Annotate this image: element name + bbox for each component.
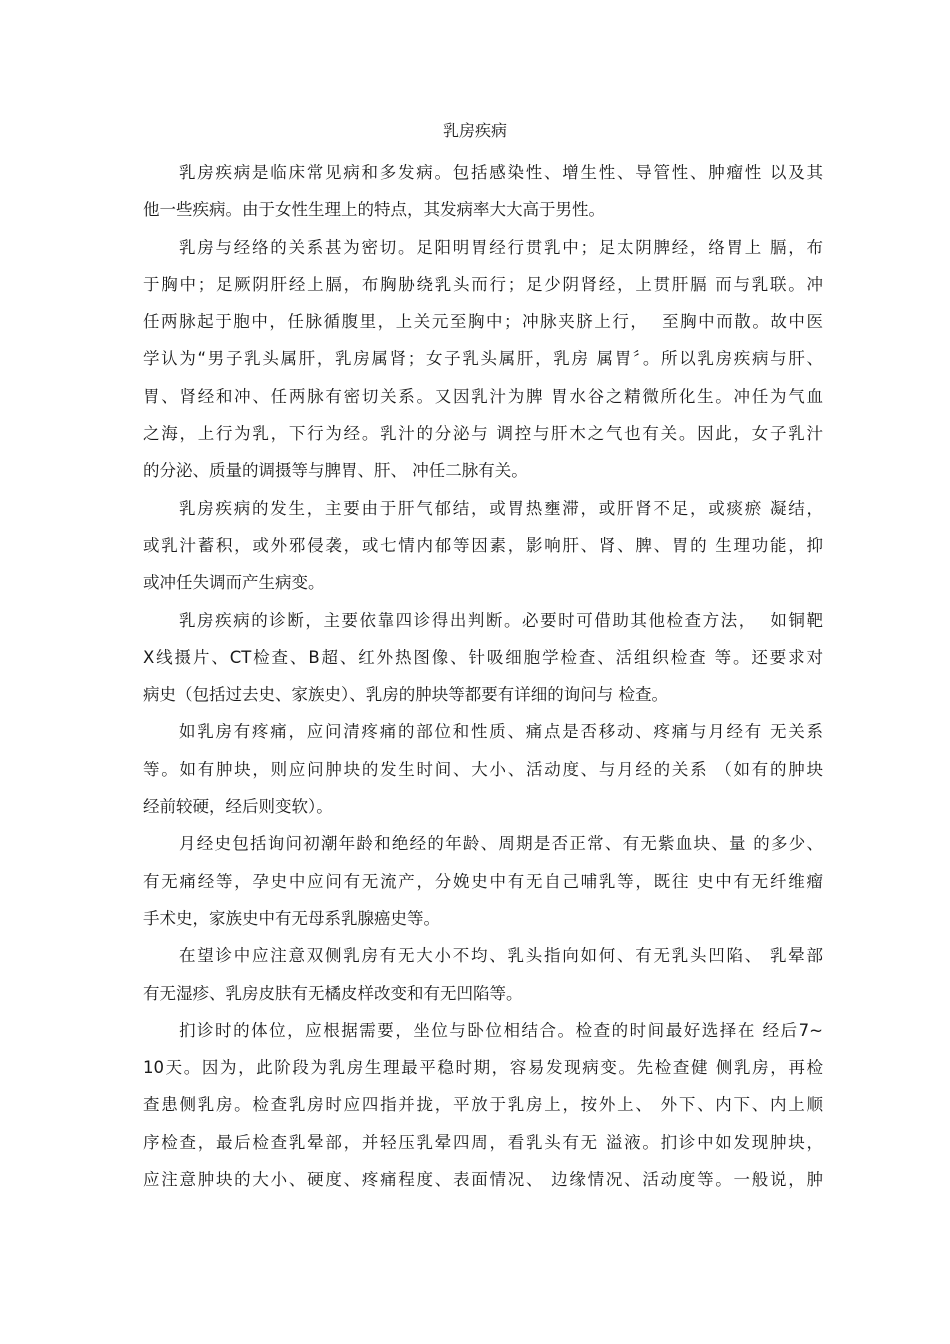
paragraph-line: 有无痛经等，孕史中应问有无流产，分娩史中有无自己哺乳等，既往 史中有无纤维瘤 (143, 871, 823, 891)
paragraph-line: 的分泌、质量的调摄等与脾胃、肝、 冲任二脉有关。 (143, 461, 528, 481)
paragraph-line: 序检查，最后检查乳晕部，并轻压乳晕四周，看乳头有无 溢液。扪诊中如发现肿块， (143, 1132, 823, 1152)
paragraph-line: 之海，上行为乳，下行为经。乳汁的分泌与 调控与肝木之气也有关。因此，女子乳汁 (143, 424, 823, 444)
paragraph-line: 乳房疾病的诊断，主要依靠四诊得出判断。必要时可借助其他检查方法， 如铜靶 (179, 610, 823, 630)
paragraph-line: 手术史，家族史中有无母系乳腺癌史等。 (143, 908, 440, 928)
paragraph-line: 于胸中；足厥阴肝经上膈，布胸胁绕乳头而行；足少阴肾经，上贯肝膈 而与乳联。冲 (143, 274, 823, 294)
paragraph (143, 825, 823, 937)
paragraph (143, 602, 823, 714)
paragraph-line: X线摄片、CT检查、B超、红外热图像、针吸细胞学检查、活组织检查 等。还要求对 (143, 647, 823, 667)
paragraph-line: 或冲任失调而产生病变。 (143, 573, 325, 593)
paragraph-line: 或乳汁蓄积，或外邪侵袭，或七情内郁等因素，影响肝、肾、脾、胃的 生理功能，抑 (143, 535, 823, 555)
paragraph-line: 扪诊时的体位，应根据需要，坐位与卧位相结合。检查的时间最好选择在 经后7~ (179, 1020, 823, 1040)
paragraph-line: 他一些疾病。由于女性生理上的特点，其发病率大大高于男性。 (143, 200, 605, 220)
paragraph (143, 937, 823, 1012)
document-title: 乳房疾病 (442, 121, 507, 140)
paragraph (143, 1012, 823, 1198)
paragraph-line: 有无湿疹、乳房皮肤有无橘皮样改变和有无凹陷等。 (143, 983, 523, 1003)
paragraph-line: 乳房疾病的发生，主要由于肝气郁结，或胃热壅滞，或肝肾不足，或痰瘀 凝结， (179, 498, 823, 518)
paragraph-line: 应注意肿块的大小、硬度、疼痛程度、表面情况、 边缘情况、活动度等。一般说，肿 (143, 1170, 823, 1190)
paragraph (143, 229, 823, 490)
paragraph-line: 查患侧乳房。检查乳房时应四指并拢，平放于乳房上，按外上、 外下、内下、内上顺 (143, 1095, 823, 1115)
document-body (143, 154, 823, 1198)
paragraph (143, 713, 823, 825)
paragraph-line: 学认为“男子乳头属肝，乳房属肾；女子乳头属肝，乳房 属胃〞。所以乳房疾病与肝、 (143, 349, 823, 369)
paragraph (143, 154, 823, 229)
paragraph (143, 490, 823, 602)
paragraph-line: 乳房疾病是临床常见病和多发病。包括感染性、增生性、导管性、肿瘤性 以及其 (179, 163, 823, 182)
paragraph-line: 任两脉起于胞中，任脉循腹里，上关元至胸中；冲脉夹脐上行， 至胸中而散。故中医 (143, 312, 823, 332)
paragraph-line: 乳房与经络的关系甚为密切。足阳明胃经行贯乳中；足太阴脾经，络胃上 膈，布 (179, 237, 823, 257)
paragraph-line: 月经史包括询问初潮年龄和绝经的年龄、周期是否正常、有无紫血块、量 的多少、 (179, 834, 823, 854)
paragraph-line: 如乳房有疼痛，应问清疼痛的部位和性质、痛点是否移动、疼痛与月经有 无关系 (179, 722, 823, 742)
paragraph-line: 经前较硬，经后则变软）。 (143, 797, 333, 817)
paragraph-line: 10天。因为，此阶段为乳房生理最平稳时期，容易发现病变。先检查健 侧乳房，再检 (143, 1058, 823, 1078)
paragraph-line: 胃、肾经和冲、任两脉有密切关系。又因乳汁为脾 胃水谷之精微所化生。冲任为气血 (143, 386, 823, 406)
paragraph-line: 等。如有肿块，则应问肿块的发生时间、大小、活动度、与月经的关系 （如有的肿块 (143, 759, 823, 779)
paragraph-line: 在望诊中应注意双侧乳房有无大小不均、乳头指向如何、有无乳头凹陷、 乳晕部 (179, 946, 823, 966)
paragraph-line: 病史（包括过去史、家族史）、乳房的肿块等都要有详细的询问与 检查。 (143, 685, 668, 705)
